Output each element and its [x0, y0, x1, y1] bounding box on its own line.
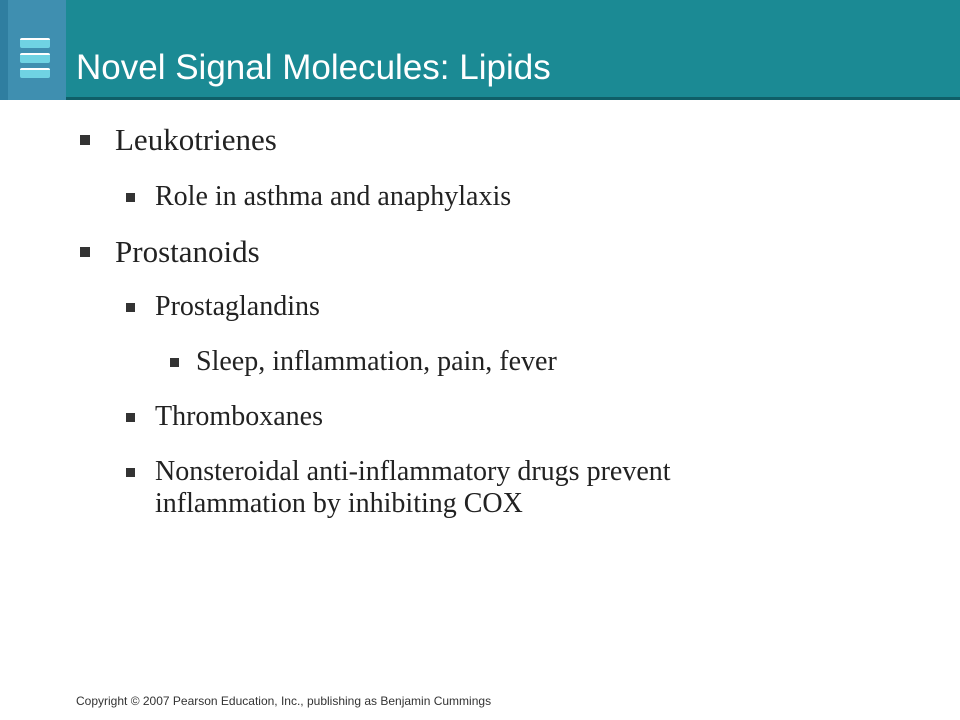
bullet-role	[126, 181, 511, 213]
copyright-footer: Copyright © 2007 Pearson Education, Inc., publishing as Benjamin Cummings	[76, 694, 492, 708]
logo-stripe-icon	[20, 68, 50, 78]
bullet-text: Prostaglandins	[155, 291, 320, 322]
square-bullet-icon	[126, 303, 135, 312]
square-bullet-icon	[126, 193, 135, 202]
logo-stripe-icon	[20, 53, 50, 63]
slide-title: Novel Signal Molecules: Lipids	[76, 48, 551, 87]
square-bullet-icon	[80, 135, 90, 145]
bullet-sleep	[170, 346, 557, 378]
bullet-thromboxanes	[126, 401, 323, 433]
square-bullet-icon	[80, 247, 90, 257]
logo-edge	[0, 0, 8, 100]
bullet-prostanoids	[80, 234, 260, 270]
square-bullet-icon	[126, 413, 135, 422]
bullet-text: Role in asthma and anaphylaxis	[155, 181, 512, 212]
logo-stripe-icon	[20, 38, 50, 48]
square-bullet-icon	[126, 468, 135, 477]
bullet-text: Leukotrienes	[115, 122, 277, 157]
title-bar	[0, 0, 960, 100]
bullet-leukotrienes	[80, 122, 277, 158]
bullet-nsaids	[126, 456, 815, 520]
bullet-text: Thromboxanes	[155, 401, 323, 432]
bullet-text: Sleep, inflammation, pain, fever	[196, 346, 557, 377]
bullet-text: Nonsteroidal anti-inflammatory drugs prevent inflammation by inhibiting COX	[155, 456, 671, 519]
logo	[0, 0, 66, 100]
bullet-text: Prostanoids	[115, 234, 260, 269]
square-bullet-icon	[170, 358, 179, 367]
bullet-prostaglandins	[126, 291, 320, 323]
